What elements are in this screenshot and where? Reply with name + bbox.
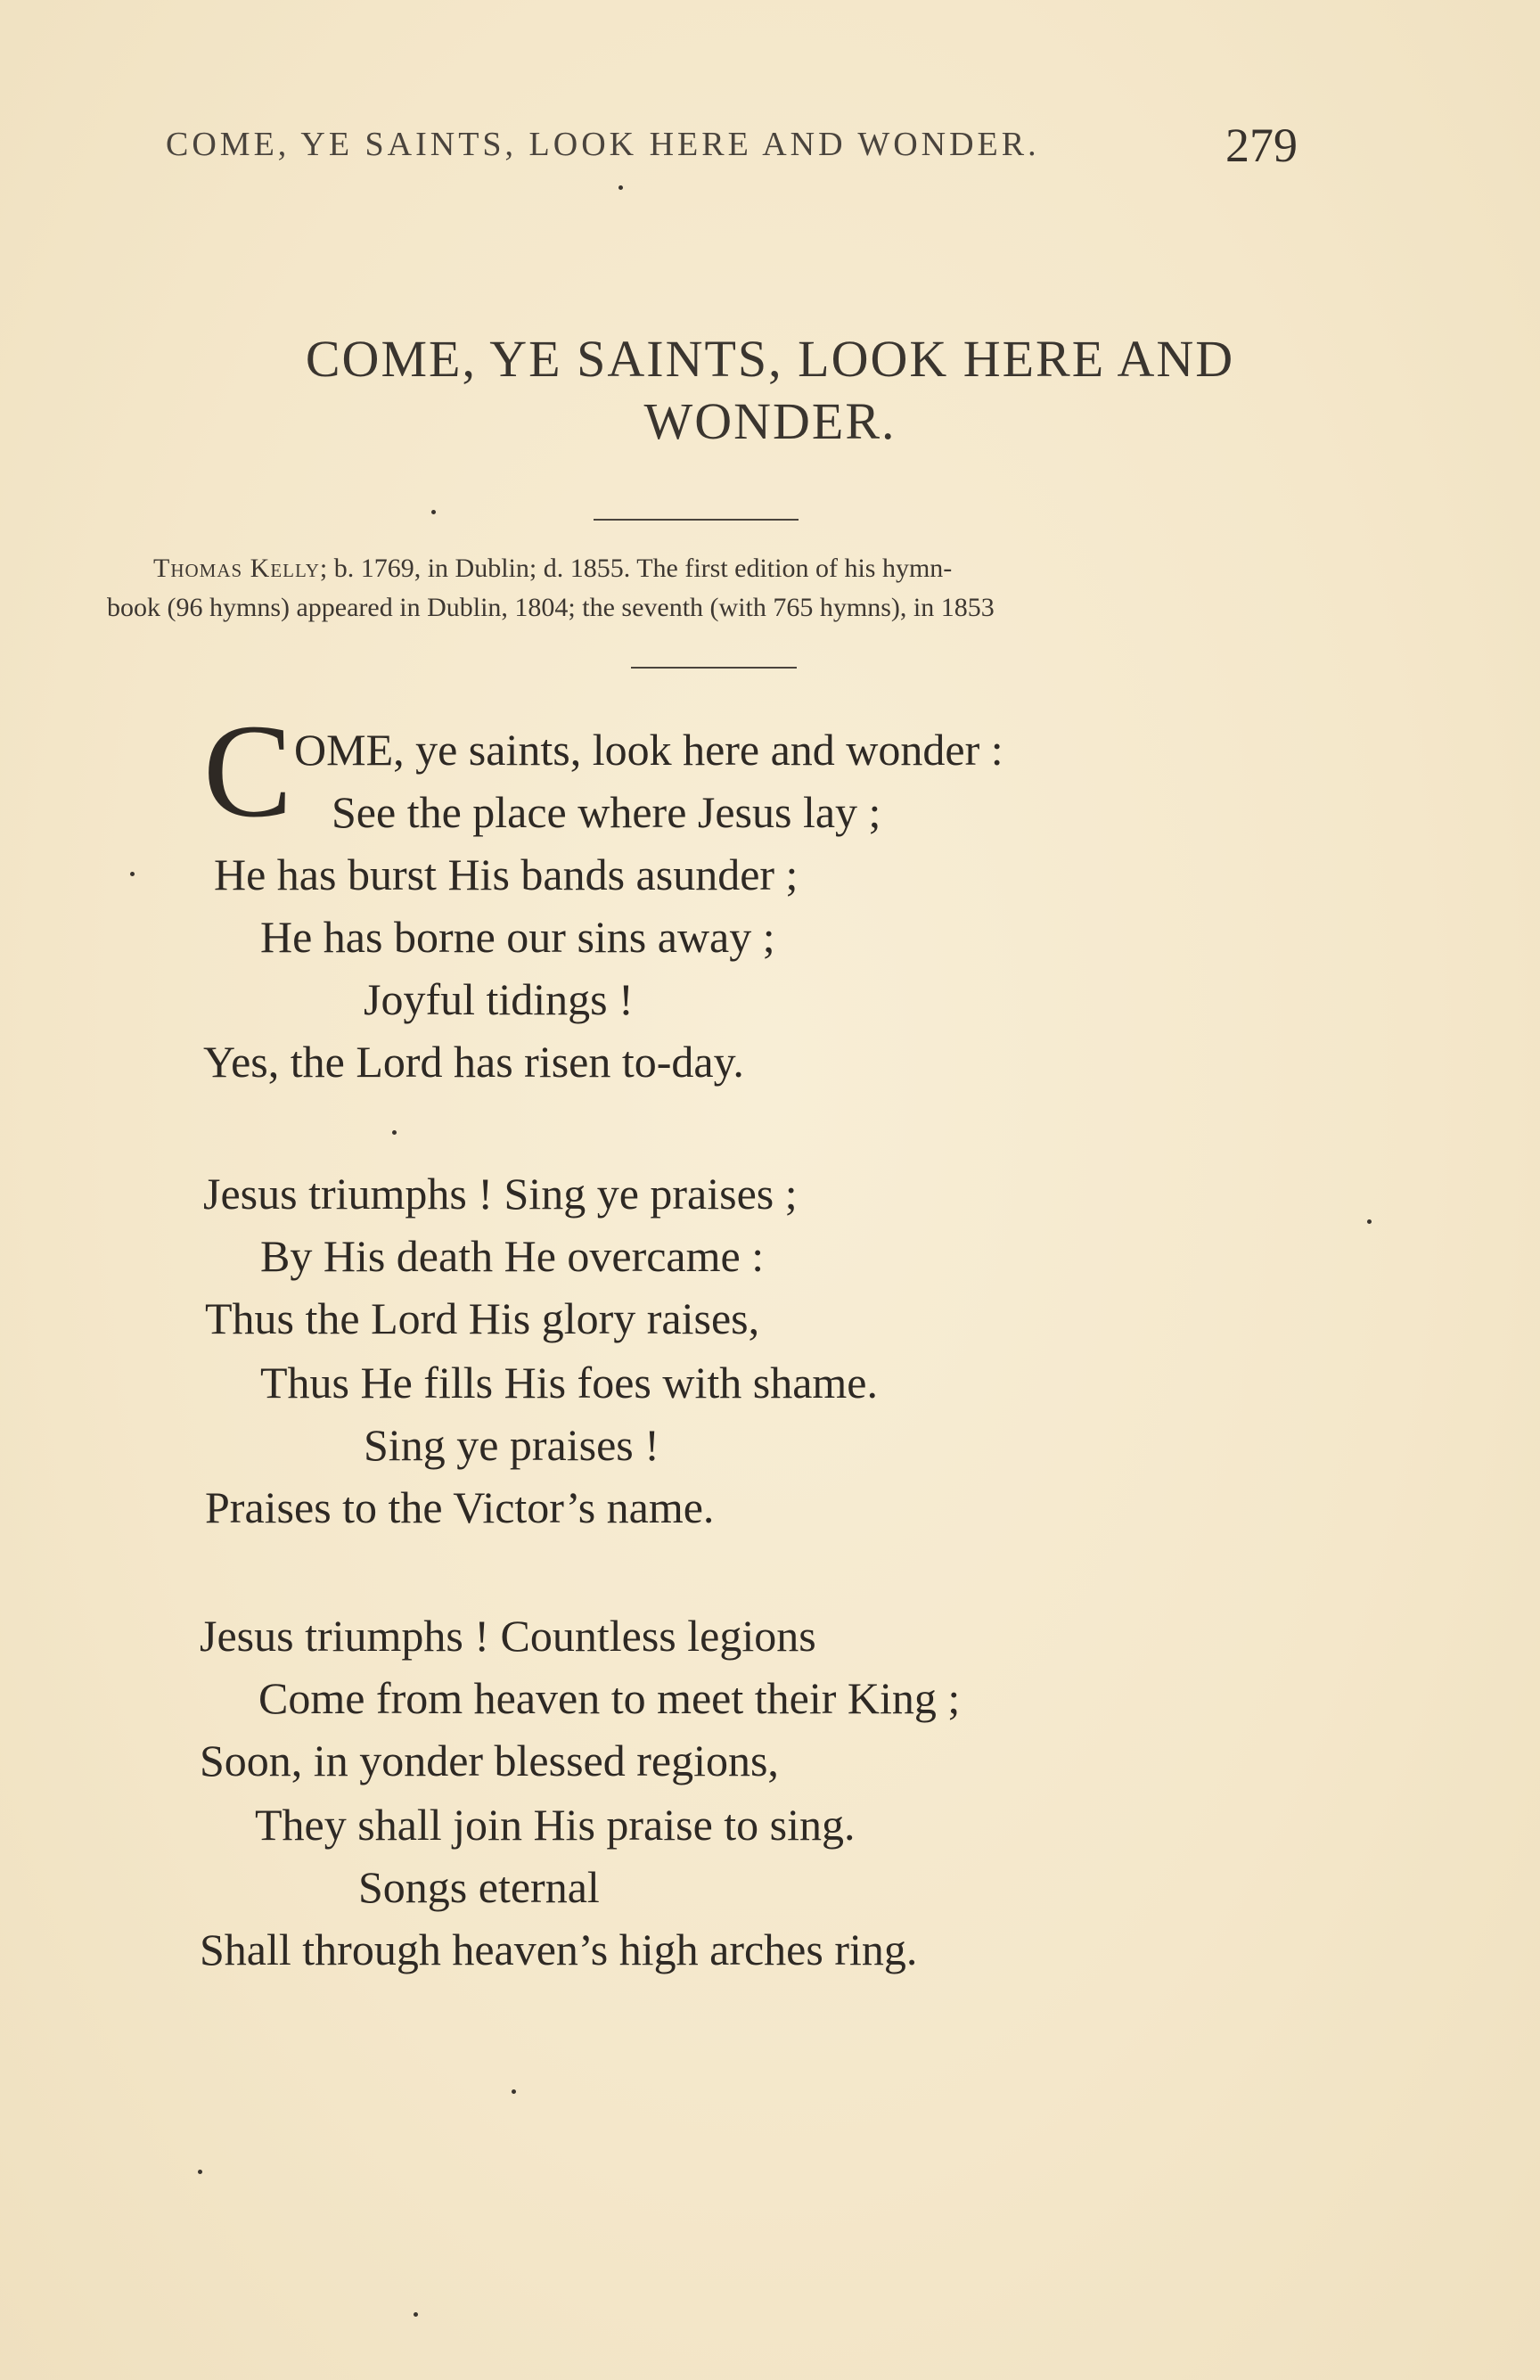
verse-line: Yes, the Lord has risen to-day. bbox=[203, 1037, 744, 1087]
hymn-title-line-1: COME, YE SAINTS, LOOK HERE AND bbox=[305, 330, 1235, 388]
verse-line: Jesus triumphs ! Countless legions bbox=[200, 1611, 816, 1661]
verse-line: OME, ye saints, look here and wonder : bbox=[294, 725, 1003, 775]
verse-line: He has burst His bands asunder ; bbox=[214, 849, 799, 899]
hymn-title bbox=[0, 328, 1540, 453]
print-speck bbox=[392, 1130, 397, 1135]
verse-line: He has borne our sins away ; bbox=[260, 912, 775, 962]
verse-line: Joyful tidings ! bbox=[364, 974, 634, 1024]
print-speck bbox=[431, 510, 436, 514]
verse-line: Songs eternal bbox=[358, 1862, 600, 1912]
verse-line: Sing ye praises ! bbox=[364, 1420, 659, 1470]
verse-line: Praises to the Victor’s name. bbox=[205, 1482, 715, 1532]
attribution-line-1 bbox=[107, 549, 1301, 588]
print-speck bbox=[1367, 1219, 1372, 1224]
attribution-line-1-text: ; b. 1769, in Dublin; d. 1855. The first edition of his hymn- bbox=[319, 554, 953, 583]
verse-line: Soon, in yonder blessed regions, bbox=[200, 1736, 779, 1785]
running-title: COME, YE SAINTS, LOOK HERE AND WONDER. bbox=[166, 126, 1040, 163]
verse-line: Come from heaven to meet their King ; bbox=[258, 1673, 961, 1723]
print-speck bbox=[198, 2170, 202, 2174]
drop-cap: C bbox=[203, 697, 293, 845]
print-speck bbox=[618, 185, 623, 190]
verse-line: Thus He fills His foes with shame. bbox=[260, 1358, 878, 1407]
print-speck bbox=[414, 2312, 418, 2317]
attribution-note bbox=[107, 549, 1301, 628]
divider-rule-top bbox=[594, 519, 799, 521]
divider-rule-bottom bbox=[631, 667, 797, 669]
verse-line: Jesus triumphs ! Sing ye praises ; bbox=[203, 1169, 798, 1219]
page-number: 279 bbox=[1225, 119, 1298, 172]
attribution-line-2: book (96 hymns) appeared in Dublin, 1804; the seventh (with 765 hymns), in 1853 bbox=[107, 593, 995, 622]
running-head bbox=[166, 118, 1298, 171]
hymn-title-line-2: WONDER. bbox=[643, 392, 897, 450]
verse-line: Thus the Lord His glory raises, bbox=[205, 1293, 760, 1343]
verse-line: Shall through heaven’s high arches ring. bbox=[200, 1925, 918, 1974]
verse-line: See the place where Jesus lay ; bbox=[332, 787, 881, 837]
print-speck bbox=[512, 2089, 516, 2094]
verse-line: By His death He overcame : bbox=[260, 1231, 765, 1281]
verse-line: They shall join His praise to sing. bbox=[255, 1800, 856, 1850]
print-speck bbox=[130, 872, 135, 876]
author-name: Thomas Kelly bbox=[153, 554, 320, 583]
